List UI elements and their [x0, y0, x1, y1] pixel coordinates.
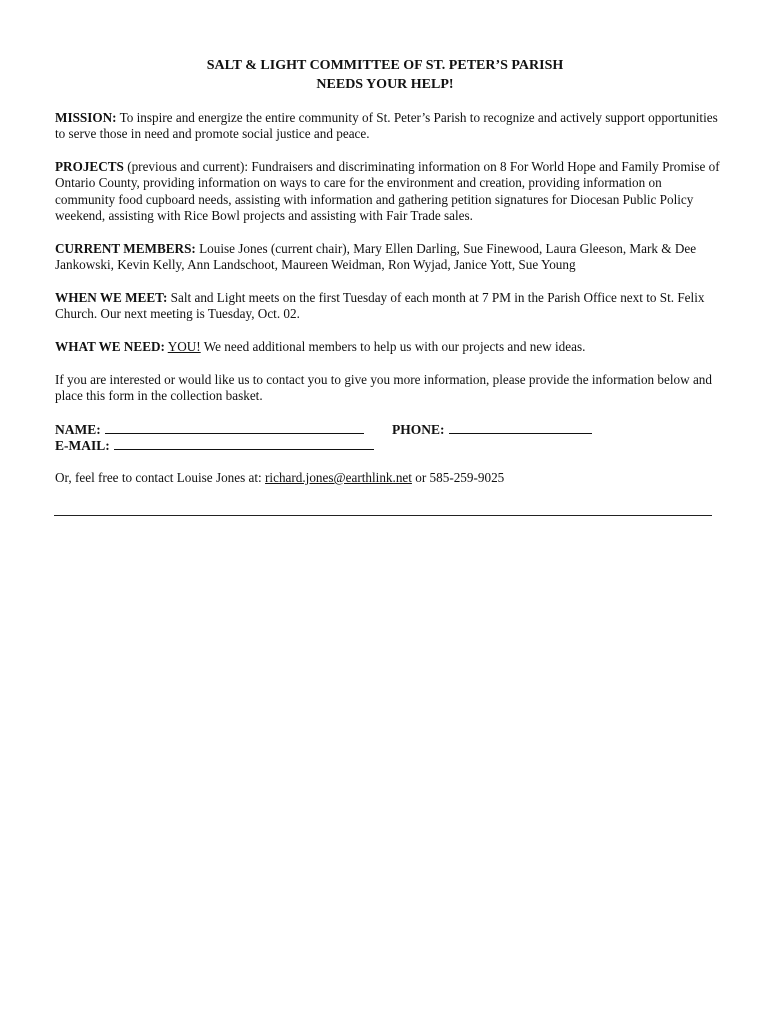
mission-paragraph [55, 110, 725, 143]
mission-label: MISSION: [55, 110, 117, 125]
divider-line [54, 515, 712, 516]
document-subtitle: NEEDS YOUR HELP! [316, 77, 454, 92]
contact-phone: 585-259-9025 [429, 470, 505, 485]
contact-email-link[interactable]: richard.jones@earthlink.net [265, 470, 412, 485]
meeting-label: WHEN WE MEET: [55, 290, 168, 305]
meeting-paragraph [55, 290, 725, 323]
need-emphasis: YOU! [167, 339, 201, 354]
phone-label: PHONE: [392, 422, 445, 437]
members-label: CURRENT MEMBERS: [55, 241, 196, 256]
email-field[interactable] [114, 437, 374, 450]
email-field-row [55, 437, 374, 454]
document-title: SALT & LIGHT COMMITTEE OF ST. PETER’S PARISH [206, 58, 564, 73]
contact-or: or [411, 470, 430, 485]
interest-paragraph: If you are interested or would like us to contact you to give you more information, please provide the information below and place this form in the collection basket. [55, 372, 712, 404]
need-label: WHAT WE NEED: [55, 339, 165, 354]
phone-field[interactable] [449, 421, 592, 434]
name-field[interactable] [105, 421, 364, 434]
members-paragraph [55, 241, 725, 274]
projects-paragraph [55, 159, 725, 225]
members-text: Louise Jones (current chair), Mary Ellen Darling, Sue Finewood, Laura Gleeson, Mark & Dee Jankowski, Kevin Kelly, Ann Landschoot, Maureen Weidman, Ron Wyjad, Janice Yott, Sue Young [55, 241, 697, 273]
need-text: We need additional members to help us with our projects and new ideas. [200, 339, 586, 354]
projects-label: PROJECTS [55, 159, 124, 174]
contact-paragraph [55, 470, 725, 486]
name-field-row [55, 421, 364, 438]
name-label: NAME: [55, 422, 101, 437]
projects-text: (previous and current): Fundraisers and discriminating information on 8 For World Hope and Family Promise of Ontario County, providing information on ways to care for the environment and creation, providing information on community food cupboard needs, assisting with information and gathering petition signatures for Diocesan Public Policy weekend, assisting with Rice Bowl projects and assisting with Fair Trade sales. [55, 159, 720, 224]
email-label: E-MAIL: [55, 438, 110, 453]
mission-text: To inspire and energize the entire community of St. Peter’s Parish to recognize and actively support opportunities to serve those in need and promote social justice and peace. [55, 110, 718, 142]
need-paragraph [55, 339, 725, 355]
phone-field-row [392, 421, 592, 438]
contact-prefix: Or, feel free to contact Louise Jones at: [55, 470, 266, 485]
meeting-text: Salt and Light meets on the first Tuesday of each month at 7 PM in the Parish Office next to St. Felix Church. Our next meeting is Tuesday, Oct. 02. [55, 290, 705, 322]
